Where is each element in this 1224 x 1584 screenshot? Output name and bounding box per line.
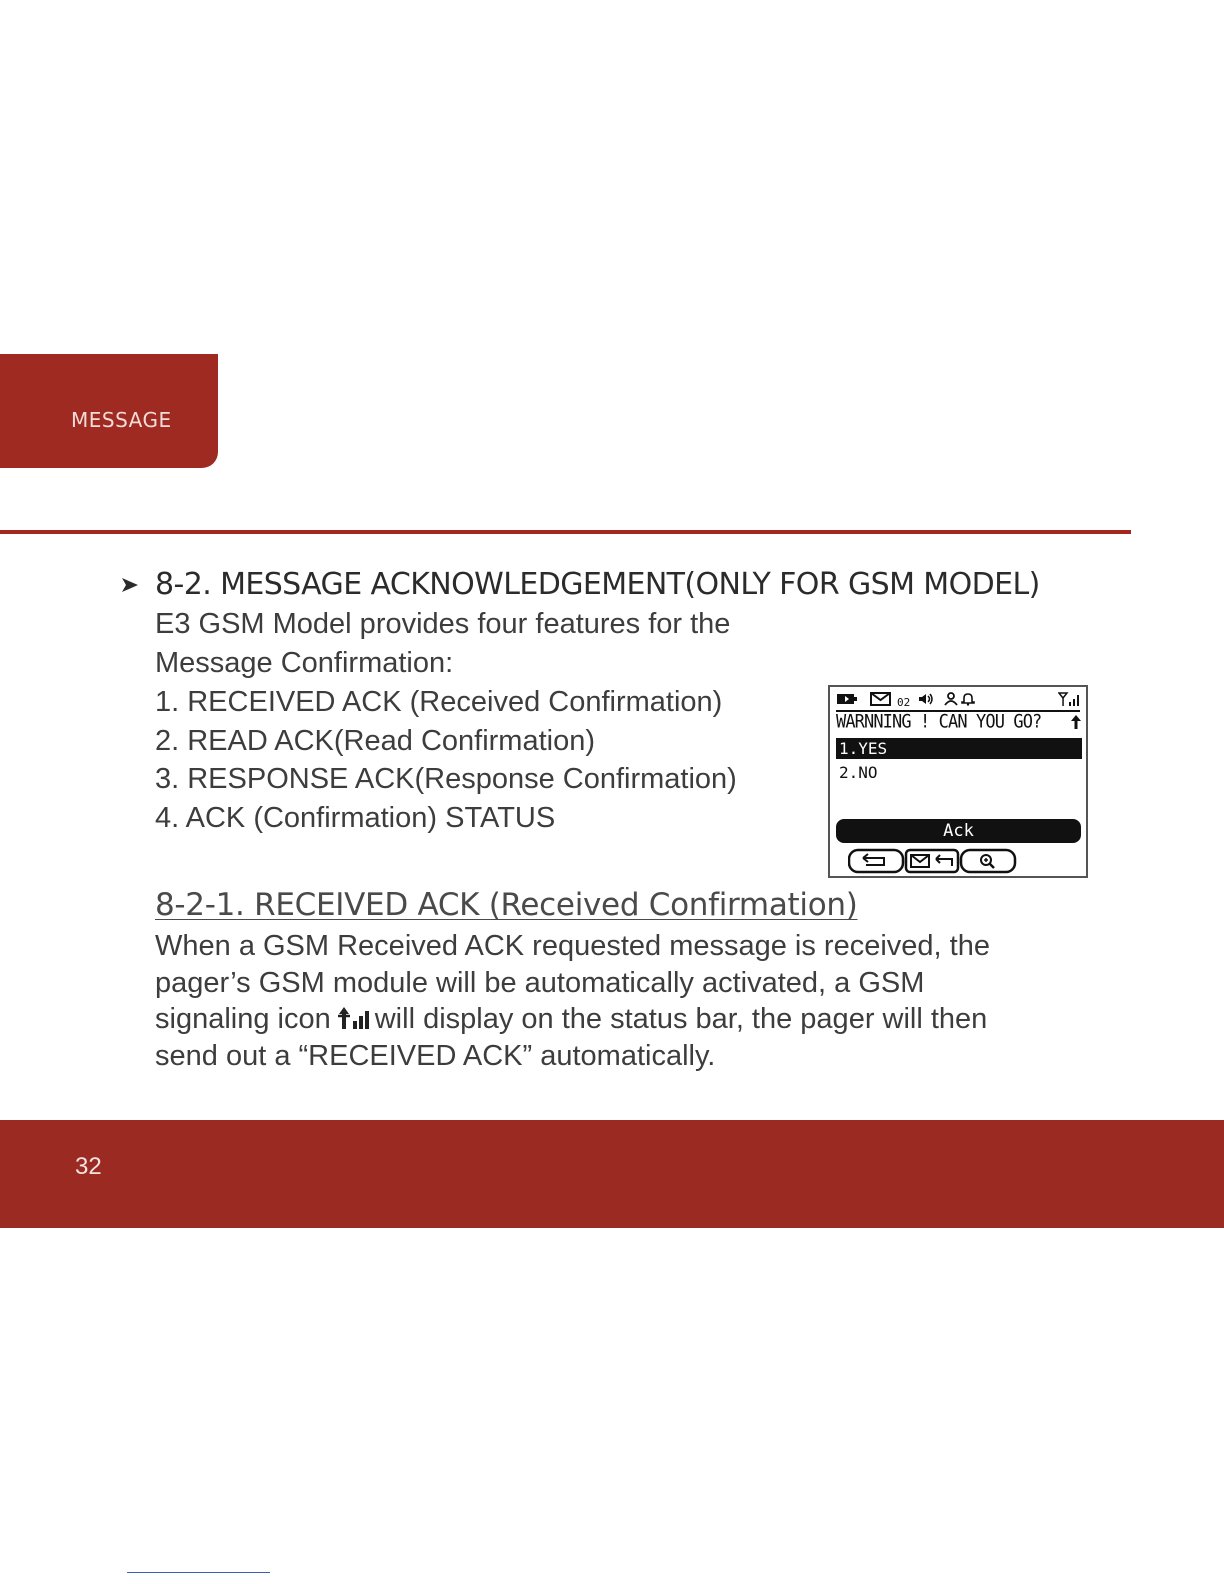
intro-paragraph [155,605,730,683]
paragraph-text: signaling icon [155,1003,331,1035]
scroll-up-arrow-icon [1070,714,1082,730]
feature-item: 1. RECEIVED ACK (Received Confirmation) [155,686,723,718]
arrow-bullet-icon [121,576,139,594]
page-footer [0,1120,1224,1228]
pager-option-selected: 1.YES [836,738,1082,759]
subsection-paragraph [155,928,1115,1074]
feature-item: 4. ACK (Confirmation) STATUS [155,801,556,834]
pager-softkeys [848,848,1048,874]
reply-mail-softkey-icon [906,850,958,872]
message-count: 02 [897,696,911,709]
paragraph-line [155,1001,1115,1038]
paragraph-line: pager’s GSM module will be automatically activated, a GSM [155,966,925,999]
pager-status-bar [836,690,1080,712]
gsm-signal-icon [337,1006,371,1030]
pager-screen-illustration [828,685,1088,878]
feature-list [155,683,737,837]
paragraph-line: send out a “RECEIVED ACK” automatically. [155,1039,716,1072]
pager-warning-text: WARNNING ! CAN YOU GO? [836,711,1042,733]
paragraph-text: will display on the status bar, the pager will then [374,1003,988,1035]
section-tab-label: MESSAGE [71,408,172,432]
pager-ack-bar: Ack [836,819,1081,843]
pager-option: 2.NO [839,763,878,782]
feature-item: 2. READ ACK(Read Confirmation) [155,724,595,757]
subsection-heading: 8-2-1. RECEIVED ACK (Received Confirmation) [155,887,858,923]
back-softkey-icon [849,850,903,872]
feature-item: 3. RESPONSE ACK(Response Confirmation) [155,763,737,795]
page-number: 32 [75,1153,102,1180]
bell-icon [961,692,975,706]
envelope-icon [870,692,892,706]
intro-line: E3 GSM Model provides four features for the [155,608,731,640]
battery-icon [836,692,858,706]
bottom-divider [127,1572,270,1573]
speaker-icon [917,692,935,706]
paragraph-line: When a GSM Received ACK requested message is received, the [155,930,990,962]
zoom-softkey-icon [961,850,1015,872]
alarm-person-icon [943,692,959,706]
section-tab [0,354,218,468]
intro-line: Message Confirmation: [155,647,454,679]
section-heading: 8-2. MESSAGE ACKNOWLEDGEMENT(ONLY FOR GSM MODEL) [155,567,1040,602]
header-rule [0,530,1131,534]
signal-strength-icon [1058,692,1080,706]
